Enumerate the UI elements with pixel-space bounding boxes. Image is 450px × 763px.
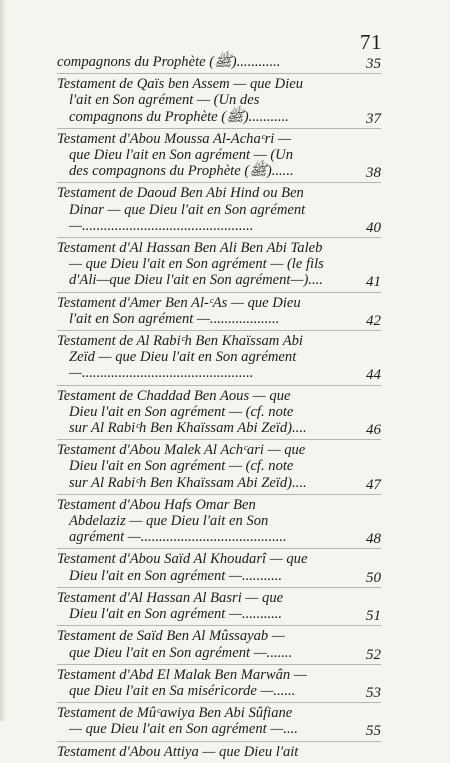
toc-entry-page-number: 44 <box>366 367 381 384</box>
toc-entry-page-number: 51 <box>366 608 381 625</box>
entry-divider <box>57 587 381 588</box>
entry-divider <box>57 73 381 74</box>
page-gutter <box>0 0 6 721</box>
toc-entry-page-number: 50 <box>366 569 381 586</box>
toc-entry-line: agrément —........................................ <box>69 529 287 546</box>
toc-entry <box>57 131 381 180</box>
toc-entry-line: —............................................... <box>69 365 254 382</box>
toc-entry-line: Testament d'Al Hassan Ben Ali Ben Abi Taleb <box>57 240 323 257</box>
toc-entry-page-number: 52 <box>366 646 381 663</box>
toc-entry-page-number: 55 <box>366 723 381 740</box>
toc-entry-line: Testament d'Abou Malek Al Achᶜari — que <box>57 442 306 459</box>
toc-entry-line: Dieu l'ait en Son agrément — (cf. note <box>69 403 294 420</box>
toc-entry-line: sur Al Rabiᶜh Ben Khaïssam Abi Zeïd).... <box>69 420 307 437</box>
page-number: 71 <box>360 30 382 54</box>
toc-entry-line: Zeïd — que Dieu l'ait en Son agrément <box>69 349 297 366</box>
toc-entry-line: compagnons du Prophète (ﷺ)........... <box>69 108 289 125</box>
entry-divider <box>57 439 381 440</box>
toc-entry-line: Testament de Chaddad Ben Aous — que <box>57 387 291 404</box>
toc-entry-line: Dinar — que Dieu l'ait en Son agrément <box>69 201 306 218</box>
toc-entry-line: — que Dieu l'ait en Son agrément —.... <box>69 721 298 738</box>
toc-entry <box>57 240 381 289</box>
toc-entry <box>57 589 381 625</box>
toc-entry-page-number: 35 <box>366 56 381 72</box>
entry-divider <box>57 741 381 742</box>
toc-entry-page-number: 53 <box>366 684 381 701</box>
toc-entry-line: des compagnons du Prophète (ﷺ)...... <box>69 163 294 180</box>
toc-entry <box>57 705 381 740</box>
toc-entry-line: l'ait en Son agrément — (Un des <box>69 92 260 109</box>
toc-entry-page-number: 40 <box>366 219 381 236</box>
toc-entry-line: Testament d'Abou Hafs Omar Ben <box>57 496 256 513</box>
toc-entry <box>57 551 381 586</box>
toc-entry <box>57 333 381 382</box>
toc-entry-line: que Dieu l'ait en Son agrément —....... <box>69 644 293 661</box>
entry-divider <box>57 292 381 293</box>
toc-entry-page-number: 46 <box>366 422 381 439</box>
toc-entry-line: Testament de Daoud Ben Abi Hind ou Ben <box>57 185 304 202</box>
toc-entry <box>57 744 381 760</box>
toc-entry-line: Dieu l'ait en Son agrément — (cf. note <box>69 458 294 475</box>
toc-entry <box>57 628 381 663</box>
toc-entry-line: Dieu l'ait en Son agrément —........... <box>69 567 283 584</box>
toc-entry-line: —............................................... <box>69 217 254 234</box>
toc-entry-page-number: 37 <box>366 110 381 127</box>
toc-entry-page-number: 42 <box>366 312 381 329</box>
entry-divider <box>57 548 381 549</box>
toc-entry-line: Testament d'Abd El Malak Ben Marwân — <box>57 666 307 683</box>
toc-entry-line: Testament de Mûᶜawiya Ben Abi Sûfiane <box>57 705 293 722</box>
toc-entry-line: que Dieu l'ait en Sa miséricorde —...... <box>69 682 296 699</box>
toc-entry-line: Testament d'Amer Ben Al-ᶜAs — que Dieu <box>57 294 301 311</box>
toc-entry <box>57 295 381 327</box>
toc-entry <box>57 388 381 437</box>
toc-entry-page-number: 48 <box>366 531 381 548</box>
toc-entry <box>57 54 381 70</box>
toc-entry <box>57 667 381 699</box>
toc-entry <box>57 76 381 125</box>
toc-entry-line: Testament d'Abou Moussa Al-Achaᶜri — <box>57 130 291 147</box>
toc-entry-line: compagnons du Prophète (ﷺ)............ <box>57 54 281 70</box>
toc-entry-page-number: 41 <box>366 274 381 291</box>
toc-entry-line: Dieu l'ait en Son agrément —........... <box>69 606 283 623</box>
entry-divider <box>57 625 381 626</box>
toc-entry-line: Testament d'Abou Saïd Al Khoudarî — que <box>57 551 308 568</box>
entry-divider <box>57 385 381 386</box>
entry-divider <box>57 128 381 129</box>
toc-entry-line: Testament de Saïd Ben Al Mûssayab — <box>57 628 285 645</box>
toc-entry-line: d'Ali—que Dieu l'ait en Son agrément—).... <box>69 272 323 289</box>
toc-entry-line: l'ait en Son agrément —................... <box>69 310 280 327</box>
entry-divider <box>57 237 381 238</box>
table-of-contents <box>57 54 381 763</box>
entry-divider <box>57 664 381 665</box>
entry-divider <box>57 702 381 703</box>
toc-entry-line: Testament de Al Rabiᶜh Ben Khaïssam Abi <box>57 333 303 350</box>
toc-entry-line: Abdelaziz — que Dieu l'ait en Son <box>69 513 269 530</box>
toc-entry-line: Testament de Qaïs ben Assem — que Dieu <box>57 76 304 93</box>
toc-entry-line: Testament d'Al Hassan Al Basri — que <box>57 589 284 606</box>
toc-entry <box>57 442 381 491</box>
toc-entry <box>57 497 381 546</box>
toc-entry-line: — que Dieu l'ait en Son agrément — (le fils <box>69 256 324 273</box>
entry-divider <box>57 494 381 495</box>
entry-divider <box>57 182 381 183</box>
toc-entry-page-number: 47 <box>366 476 381 493</box>
entry-divider <box>57 330 381 331</box>
toc-entry-page-number: 38 <box>366 165 381 182</box>
toc-entry-line: que Dieu l'ait en Son agrément — (Un <box>69 147 294 164</box>
toc-entry-line: Testament d'Abou Attiya — que Dieu l'ait <box>57 743 299 760</box>
toc-entry-line: sur Al Rabiᶜh Ben Khaïssam Abi Zeïd).... <box>69 474 307 491</box>
toc-entry <box>57 185 381 234</box>
